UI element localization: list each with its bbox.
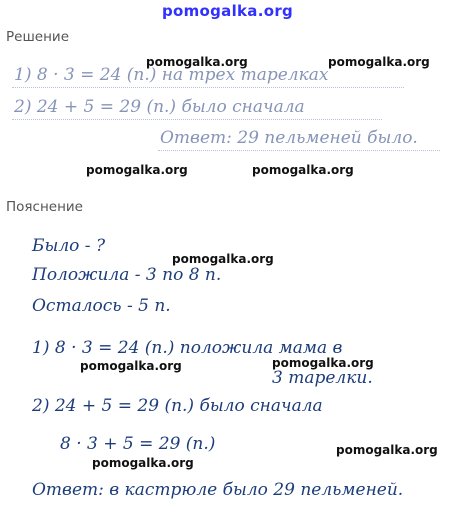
watermark: pomogalka.org xyxy=(336,443,438,457)
site-header[interactable]: pomogalka.org xyxy=(161,2,294,20)
solution-title: Решение xyxy=(6,29,70,45)
watermark: pomogalka.org xyxy=(272,356,374,370)
guide-line xyxy=(158,150,440,151)
step-2: 2) 24 + 5 = 29 (п.) было сначала xyxy=(32,396,323,416)
solution-line-2: 2) 24 + 5 = 29 (п.) было сначала xyxy=(14,97,305,117)
watermark: pomogalka.org xyxy=(80,359,182,373)
step-1-continuation: 3 тарелки. xyxy=(272,368,373,388)
watermark: pomogalka.org xyxy=(146,55,248,69)
guide-line xyxy=(12,119,382,120)
watermark: pomogalka.org xyxy=(252,163,354,177)
watermark: pomogalka.org xyxy=(172,252,274,266)
guide-line xyxy=(12,87,404,88)
solution-answer: Ответ: 29 пельменей было. xyxy=(160,128,418,148)
given-line-1: Было - ? xyxy=(32,236,106,256)
explanation-title: Пояснение xyxy=(6,199,83,215)
watermark: pomogalka.org xyxy=(328,55,430,69)
solution-line-1: 1) 8 · 3 = 24 (п.) на трех тарелках xyxy=(14,65,329,85)
watermark: pomogalka.org xyxy=(92,456,194,470)
given-line-2: Положила - 3 по 8 п. xyxy=(32,265,222,285)
watermark: pomogalka.org xyxy=(86,163,188,177)
explanation-answer: Ответ: в кастрюле было 29 пельменей. xyxy=(32,480,404,500)
expression: 8 · 3 + 5 = 29 (п.) xyxy=(60,434,216,454)
step-1: 1) 8 · 3 = 24 (п.) положила мама в xyxy=(32,338,343,358)
given-line-3: Осталось - 5 п. xyxy=(32,296,171,316)
